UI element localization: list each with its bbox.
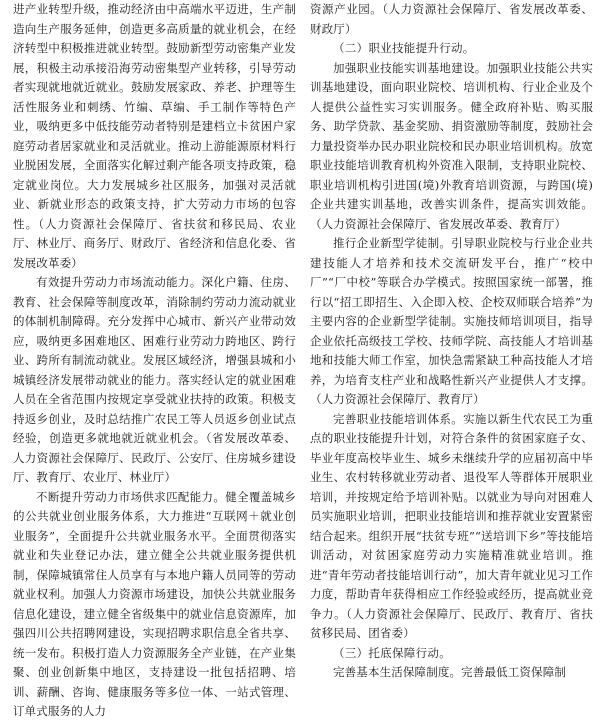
paragraph: 完善基本生活保障制度。完善最低工资保障制 (333, 665, 566, 679)
paragraph: 加强职业技能实训基地建设。加强职业技能公共实训基地建设，面向职业院校、培训机构、行业企业及个人提供公益性实习实训服务。健全政府补贴、购买服务、助学贷款、基金奖励、捐资激励等制度，鼓励社会力量投资举办民办职业院校和民办职业培训机构。放宽职业技能培训教育机构外资准入限制，支持职业院校、职业培训机构引进国(境)外教育培训资源，与跨国(境)企业共建实训基地，改善实训条件，提高实训效能。（人力资源社会保障厅、省发展改革委、教育厅） (310, 60, 593, 231)
section-heading: （二）职业技能提升行动。 (333, 41, 475, 55)
right-column (310, 0, 593, 683)
section-heading: （三）托底保障行动。 (333, 645, 451, 660)
paragraph: 进产业转型升级，推动经济由中高端水平迈进，生产制造向生产服务延伸，创造更多高质量的就业机会，在经济转型中积极推进就业转型。鼓励新型劳动密集产业发展，积极主动承接沿海劳动密集型产业转移，引导劳动者实现就地就近就业。鼓励发展家政、养老、护理等生活性服务业和刺绣、竹编、草编、手工制作等特色产业，吸纳更多中低技能劳动者特别是建档立卡贫困户家庭劳动者居家就业和灵活就业。推动上游能源原材料行业脱困发展，全面落实化解过剩产能各项支持政策，稳定就业岗位。大力发展城乡社区服务，加强对灵活就业、新就业形态的政策支持，扩大劳动力市场的包容性。（人力资源社会保障厅、省扶贫和移民局、农业厅、林业厅、商务厅、财政厅、省经济和信息化委、省发展改革委） (13, 2, 296, 270)
left-column (13, 0, 296, 722)
paragraph: 有效提升劳动力市场流动能力。深化户籍、住房、教育、社会保障等制度改革，消除制约劳动力流动就业的体制机制障碍。充分发挥中心城市、新兴产业带动效应，吸纳更多困难地区、困难行业劳动力跨地区、跨行业、跨所有制流动就业。发展区域经济，增强县城和小城镇经济发展带动就业的能力。落实经认定的就业困难人员在全省范围内按规定享受就业扶持的政策。积极支持返乡创业，及时总结推广农民工等人员返乡创业试点经验，创造更多就地就近就业机会。（省发展改革委、人力资源社会保障厅、民政厅、公安厅、住房城乡建设厅、教育厅、农业厅、林业厅） (13, 275, 296, 484)
paragraph: 不断提升劳动力市场供求匹配能力。健全覆盖城乡的公共就业创业服务体系，大力推进“互联网＋就业创业服务”，全面提升公共就业服务水平。全面贯彻落实就业和失业登记办法，建立健全公共就业服务提供机制，保障城镇常住人员享有与本地户籍人员同等的劳动就业权利。加强人力资源市场建设，加快公共就业服务信息化建设，建立健全省级集中的就业信息资源库，加强四川公共招聘网建设，实现招聘求职信息全省共享、统一发布。积极打造人力资源服务全产业链，在产业集聚、创业创新集中地区，支持建设一批包括招聘、培训、薪酬、咨询、健康服务等多位一体、一站式管理、订单式服务的人力 (13, 489, 296, 718)
paragraph: 资源产业园。（人力资源社会保障厅、省发展改革委、财政厅） (310, 2, 593, 36)
paragraph: 完善职业技能培训体系。实施以新生代农民工为重点的职业技能提升计划，对符合条件的贫困家庭子女、毕业年度高校毕业生、城乡未继续升学的应届初高中毕业生、农村转移就业劳动者、退役军人等群体开展职业培训，并按规定给予培训补贴。以就业为导向对困难人员实施职业培训，把职业技能培训和推荐就业安置紧密结合起来。组织开展“扶贫专班”“送培训下乡”等技能培训活动，对贫困家庭劳动力实施精准就业培训。推进“青年劳动者技能培训行动”，加大青年就业见习工作力度，帮助青年获得相应工作经验或经历，提高就业竞争力。（人力资源社会保障厅、民政厅、教育厅、省扶贫移民局、团省委） (310, 411, 593, 640)
paragraph: 推行企业新型学徒制。引导职业院校与行业企业共建技能人才培养和技术交流研发平台，推广“校中厂”“厂中校”等联合办学模式。按照国家统一部署，推行以“招工即招生、入企即入校、企校双师联合培养”为主要内容的企业新型学徒制。实施技师培训项目，指导企业依托高级技工学校、技师学院、高技能人才培训基地和技能大师工作室，加快急需紧缺工种高技能人才培养，为培育支柱产业和战略性新兴产业提供人才支撑。（人力资源社会保障厅、教育厅） (310, 236, 593, 406)
